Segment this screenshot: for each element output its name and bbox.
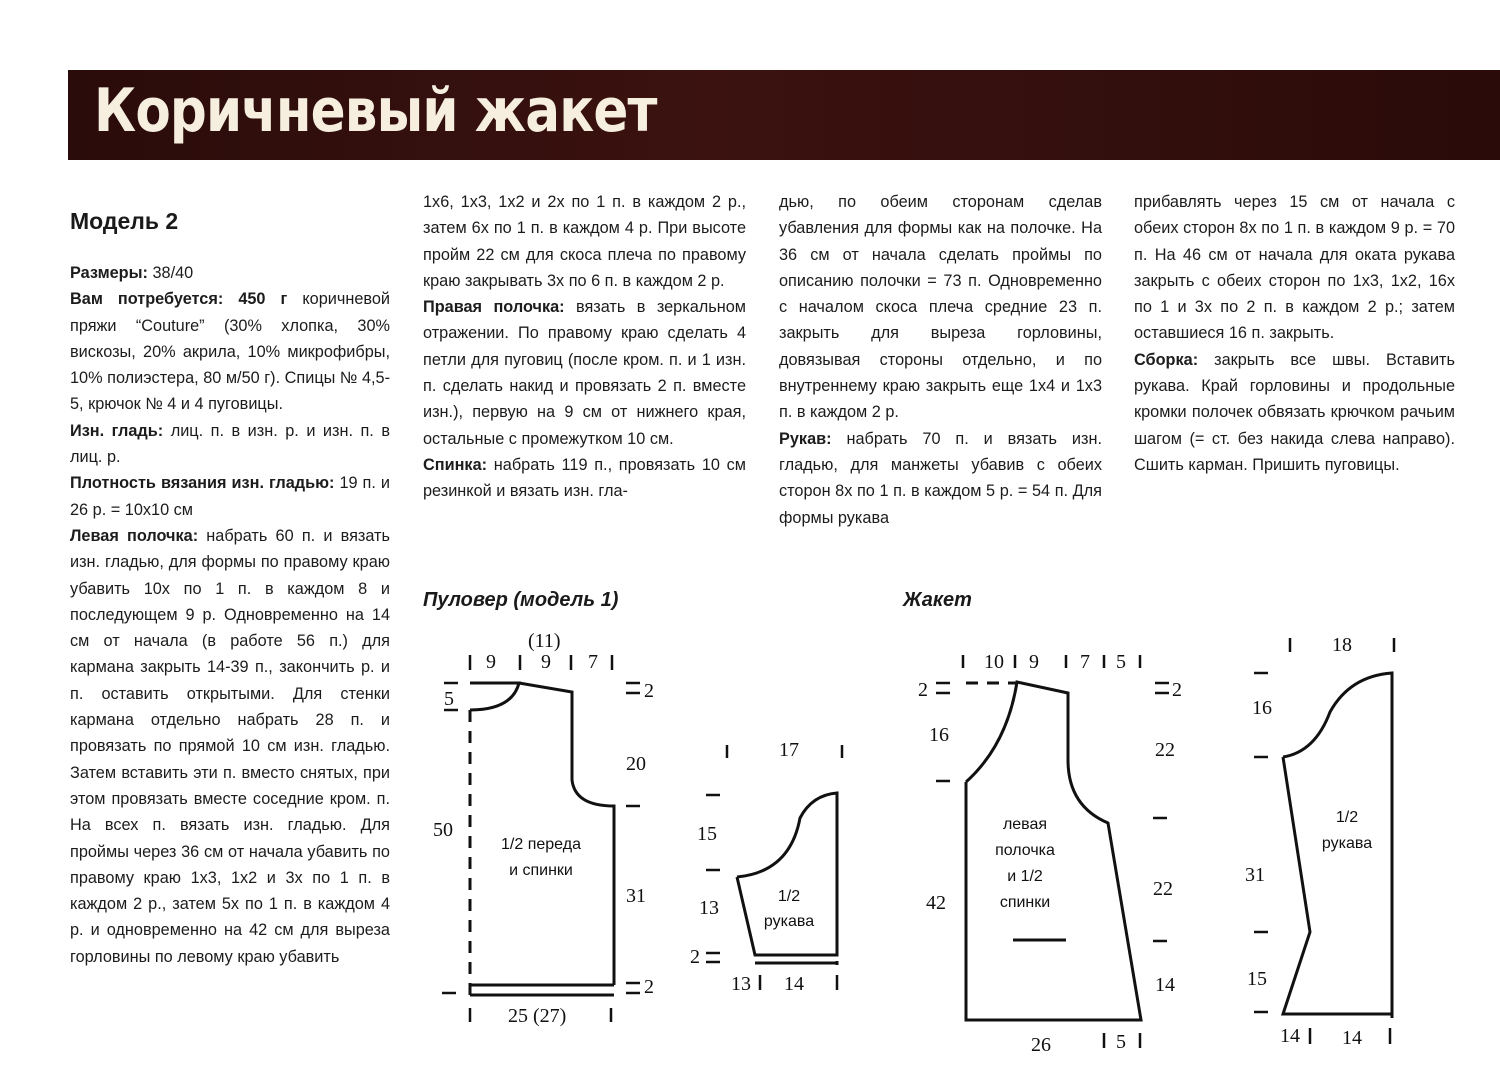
pullover-dim-side: 31 [626,885,646,907]
pullover-dim-hem: 2 [644,976,654,998]
model-heading: Модель 2 [70,208,179,234]
assembly-text: закрыть все швы. Вставить рукава. Край горловины и продольные кромки полочек обвязать крючком рачьим шагом (= ст. без накида слева направо). Сшить карман. Пришить пуговицы. [1134,350,1455,474]
sleeve2-dim-cuff: 15 [1247,968,1267,990]
left-front-text: набрать 60 п. и вязать изн. гладью, для формы по правому краю убавить 10х по 1 п. в каждом 8 и последующем 9 р. Одновременно на 14 см от начала (в работе 56 п.) для кармана закрыть 14-39 п., закончить р. и п. оставить открытыми. Для стенки кармана отдельно набрать 28 п. и провязать по прямой 10 см изн. гладью. Затем вставить эти п. вместо снятых, при этом провязать вместе соседние кром. п. На всех п. вязать изн. гладью. Для проймы через 36 см от начала убавить по правому краю 1х3, 1х2 и 3х по 1 п. в каждом 2 р., затем 5х по 1 п. в каждом 4 р. и одновременно на 42 см для выреза горловины по левому краю убавить [70,526,390,966]
jacket-dim-neck: 16 [929,724,949,746]
pullover-dim-top-2: 9 [541,651,551,673]
purl-label: Изн. гладь: [70,421,164,440]
sleeve1-label-line1: 1/2 [777,888,801,905]
jacket-dim-side-upper: 22 [1153,878,1173,900]
sizes-label: Размеры: [70,264,148,282]
sleeve1-label-line2: рукава [763,913,815,930]
jacket-dim-top-3: 7 [1080,651,1090,673]
jacket-label-line2: полочка [995,842,1055,859]
pullover-neckline [470,683,519,710]
sizes-value: 38/40 [147,264,194,282]
jacket-dim-armhole: 22 [1155,739,1175,761]
sleeve1-dim-bottom-a: 13 [731,973,751,995]
sleeve-label: Рукав: [779,429,832,448]
jacket-sleeve-diagram [1245,634,1394,1049]
pullover-label-line1: 1/2 переда [501,836,581,853]
pullover-dim-top-1: 9 [486,651,496,673]
jacket-dim-top-2: 9 [1029,651,1039,673]
pullover-dim-armhole: 20 [626,753,646,775]
jacket-dim-height: 42 [926,892,946,914]
sleeve1-dim-side: 13 [699,897,719,919]
right-front-text: вязать в зеркальном отражении. По правому краю сделать 4 петли для пуговиц (после кром. п. и 1 изн. п. сделать накид и провязать 2 п. вместе изн.), первую на 9 см от нижнего края, остальные с промежутком 10 см. [423,298,746,448]
sleeve1-dim-bottom-b: 14 [784,973,804,995]
back-label: Спинка: [423,455,488,474]
pullover-outline [519,683,614,985]
paragraph-neckline: 1х6, 1х3, 1х2 и 2х по 1 п. в каждом 2 р., затем 6х по 1 п. в каждом 4 р. При высоте пройм 22 см для скоса плеча по правому краю закрывать 3х по 6 п. в каждом 2 р. [423,193,746,290]
pullover-dim-height: 50 [433,819,453,841]
jacket-dim-width-b: 5 [1116,1031,1126,1053]
sleeve2-dim-mid: 31 [1245,864,1265,886]
pullover-sleeve-outline [737,793,837,955]
jacket-label-line3: и 1/2 [1007,868,1043,885]
pullover-dim-width: 25 (27) [508,1005,567,1027]
jacket-dim-shoulder-right: 2 [1172,679,1182,701]
sleeve2-label-line1: 1/2 [1335,809,1359,826]
pullover-diagram-title: Пуловер (модель 1) [423,589,619,611]
purl-text: лиц. п. в изн. р. и изн. п. в лиц. р. [70,421,390,467]
pullover-dim-neck: 5 [444,688,454,710]
back-text: набрать 119 п., провязать 10 см резинкой и вязать изн. гла- [423,455,746,501]
sleeve1-dim-cuff: 2 [690,946,700,968]
sleeve2-dim-bottom-a: 14 [1280,1025,1300,1047]
jacket-diagram-title: Жакет [903,589,972,611]
sleeve2-dim-top: 18 [1332,634,1352,656]
jacket-body-diagram [918,651,1182,1056]
sleeve1-dim-cap: 15 [697,823,717,845]
pullover-dim-shoulder: 2 [644,680,654,702]
assembly-label: Сборка: [1134,350,1199,369]
jacket-dim-shoulder-left: 2 [918,679,928,701]
paragraph-sleeve-cont: прибавлять через 15 см от начала с обеих сторон 8х по 1 п. в каждом 9 р. = 70 п. На 46 см от начала для оката рукава закрыть с обеих сторон по 1х3, 1х2, 16х по 1 и 3х по 2 п. в каждом 2 р.; затем оставшиеся 16 п. закрыть. [1134,193,1455,343]
materials-text: коричневой пряжи “Couture” (30% хлопка, 30% вискозы, 20% акрила, 10% микрофибры, 10% полиэстера, 80 м/50 г). Спицы № 4,5-5, крючок № 4 и 4 пуговицы. [70,290,391,414]
page-title: Коричневый жакет [94,76,657,146]
jacket-label-line4: спинки [999,894,1051,911]
density-label: Плотность вязания изн. гладью: [70,474,335,493]
sleeve2-label-line2: рукава [1321,835,1373,852]
pullover-label-line2: и спинки [509,862,573,879]
right-front-label: Правая полочка: [423,298,565,317]
jacket-dim-top-4: 5 [1116,651,1126,673]
paragraph-back-cont: дью, по обеим сторонам сделав убавления для формы как на полочке. На 36 см от начала сделать проймы по описанию полочки = 73 п. Одновременно с началом скоса плеча средние 23 п. закрыть для выреза горловины, довязывая стороны отдельно, и по внутреннему краю закрыть еще 1х4 и 1х3 п. в каждом 2 р. [779,193,1102,422]
jacket-dim-side-lower: 14 [1155,974,1175,996]
materials-label: Вам потребуется: 450 г [70,290,288,309]
sleeve2-dim-cap: 16 [1252,697,1272,719]
pullover-dim-top-mid: (11) [528,630,561,652]
sleeve2-dim-bottom-b: 14 [1342,1027,1362,1049]
jacket-label-line1: левая [1002,816,1048,833]
left-front-label: Левая полочка: [70,526,199,545]
sleeve1-dim-top: 17 [779,739,799,761]
pullover-sleeve-diagram [690,739,842,995]
pullover-dim-top-3: 7 [588,651,598,673]
pullover-body-diagram [433,630,654,1027]
jacket-dim-top-1: 10 [984,651,1004,673]
jacket-dim-width: 26 [1031,1034,1051,1056]
density-text: 19 п. и 26 р. = 10х10 см [70,474,390,519]
sleeve-text: набрать 70 п. и вязать изн. гладью, для манжеты убавив с обеих сторон 8х по 1 п. в каждом 5 р. = 54 п. Для формы рукава [779,429,1102,527]
